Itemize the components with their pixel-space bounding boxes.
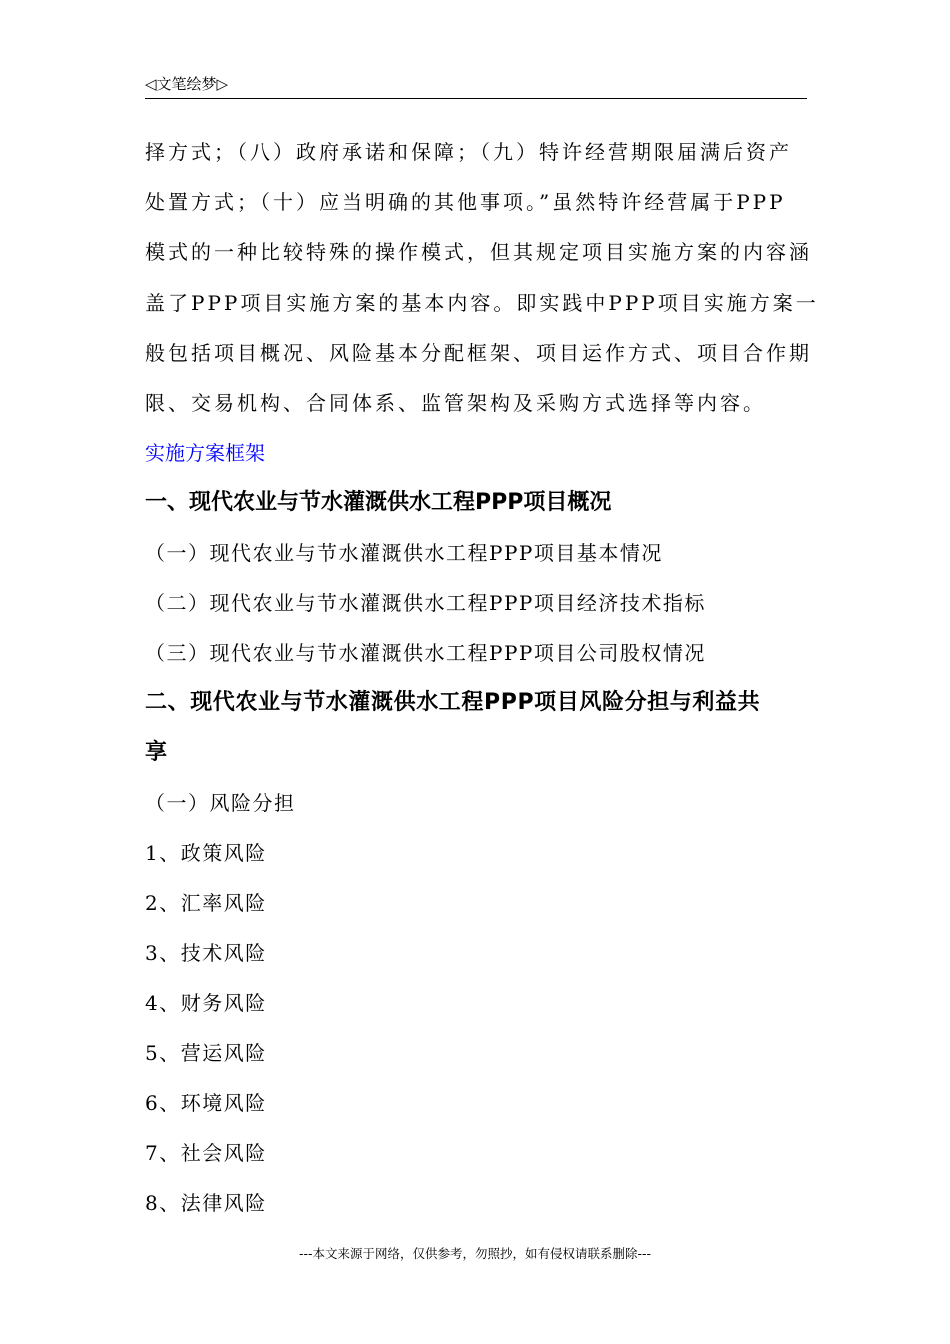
section-2-title-line-2: 享 bbox=[145, 740, 168, 766]
section-1-sub-2: （二）现代农业与节水灌溉供水工程PPP项目经济技术指标 bbox=[145, 591, 706, 616]
risk-item: 6、环境风险 bbox=[145, 1091, 267, 1116]
section-1-sub-1: （一）现代农业与节水灌溉供水工程PPP项目基本情况 bbox=[145, 541, 663, 566]
document-body bbox=[145, 127, 819, 1228]
intro-paragraph bbox=[145, 127, 819, 428]
paragraph-line: 般包括项目概况、风险基本分配框架、项目运作方式、项目合作期 bbox=[145, 340, 812, 365]
risk-item: 4、财务风险 bbox=[145, 991, 267, 1016]
section-1-sub-3: （三）现代农业与节水灌溉供水工程PPP项目公司股权情况 bbox=[145, 641, 706, 666]
section-2-title-line-1: 二、现代农业与节水灌溉供水工程PPP项目风险分担与利益共 bbox=[145, 690, 761, 716]
paragraph-line: 限、交易机构、合同体系、监管架构及采购方式选择等内容。 bbox=[145, 390, 766, 415]
paragraph-line: 模式的一种比较特殊的操作模式，但其规定项目实施方案的内容涵 bbox=[145, 240, 812, 265]
risk-item: 7、社会风险 bbox=[145, 1141, 267, 1166]
risk-item: 1、政策风险 bbox=[145, 841, 267, 866]
risk-item: 5、营运风险 bbox=[145, 1041, 267, 1066]
section-1-title: 一、现代农业与节水灌溉供水工程PPP项目概况 bbox=[145, 490, 612, 516]
page-footer: ---本文来源于网络，仅供参考，勿照抄，如有侵权请联系删除--- bbox=[298, 1246, 652, 1261]
risk-item: 3、技术风险 bbox=[145, 941, 267, 966]
page-header bbox=[145, 72, 807, 99]
paragraph-line: 处置方式；（十）应当明确的其他事项。”虽然特许经营属于PPP bbox=[145, 190, 786, 215]
paragraph-line: 择方式；（八）政府承诺和保障；（九）特许经营期限届满后资产 bbox=[145, 140, 792, 164]
paragraph-line: 盖了PPP项目实施方案的基本内容。即实践中PPP项目实施方案一 bbox=[145, 290, 819, 315]
header-title: ◁文笔绘梦▷ bbox=[145, 75, 229, 93]
framework-heading[interactable]: 实施方案框架 bbox=[145, 441, 265, 466]
section-2-sub-1: （一）风险分担 bbox=[145, 791, 296, 816]
risk-item: 2、汇率风险 bbox=[145, 891, 267, 916]
section-2-title bbox=[145, 678, 807, 778]
risk-item: 8、法律风险 bbox=[145, 1191, 267, 1216]
